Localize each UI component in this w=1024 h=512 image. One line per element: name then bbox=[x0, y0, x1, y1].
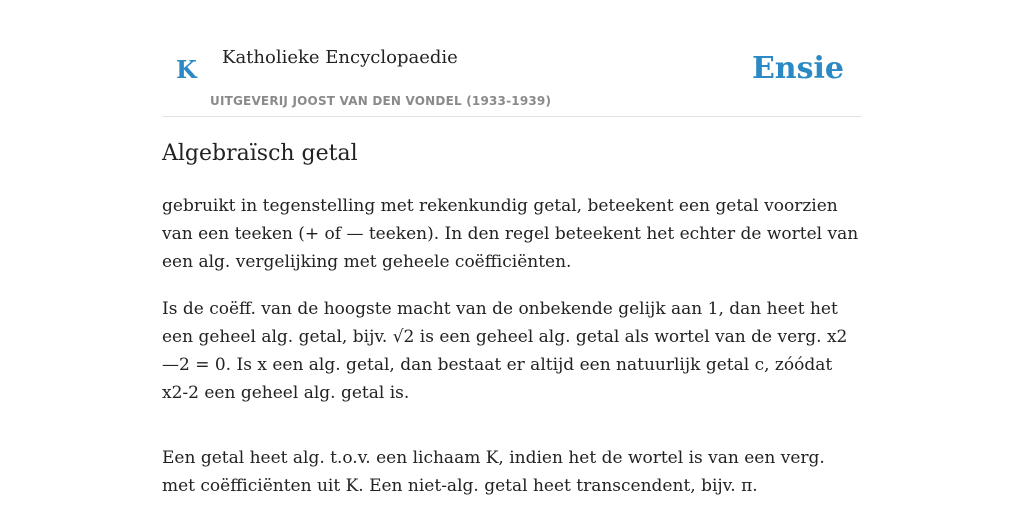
article-paragraph: Is de coëff. van de hoogste macht van de onbekende gelijk aan 1, dan heet het een geheel alg. getal, bijv. √2 is een geheel alg. getal als wortel van de verg. x2—2 = 0. Is x een alg. getal, dan bestaat er altijd een natuurlijk getal c, zóódat x2-2 een geheel alg. getal is. bbox=[162, 299, 848, 403]
site-header bbox=[162, 0, 862, 117]
publication-title[interactable]: Katholieke Encyclopaedie bbox=[222, 47, 458, 68]
article-title: Algebraïsch getal bbox=[162, 141, 358, 166]
article-paragraph: gebruikt in tegenstelling met rekenkundig getal, beteekent een getal voorzien van een teeken (+ of — teeken). In den regel beteekent het echter de wortel van een alg. vergelijking met geheele coëfficiënten. bbox=[162, 196, 859, 272]
publisher-name: UITGEVERIJ JOOST VAN DEN VONDEL (1933-1939) bbox=[210, 94, 552, 108]
brand-logo-link[interactable]: Ensie bbox=[751, 51, 844, 86]
article-body bbox=[162, 192, 862, 512]
article-paragraph: Een getal heet alg. t.o.v. een lichaam K, indien het de wortel is van een verg. met coëfficiënten uit K. Een niet-alg. getal heet transcendent, bijv. π. bbox=[162, 448, 825, 496]
encyclopedia-logo[interactable]: K bbox=[176, 55, 197, 84]
